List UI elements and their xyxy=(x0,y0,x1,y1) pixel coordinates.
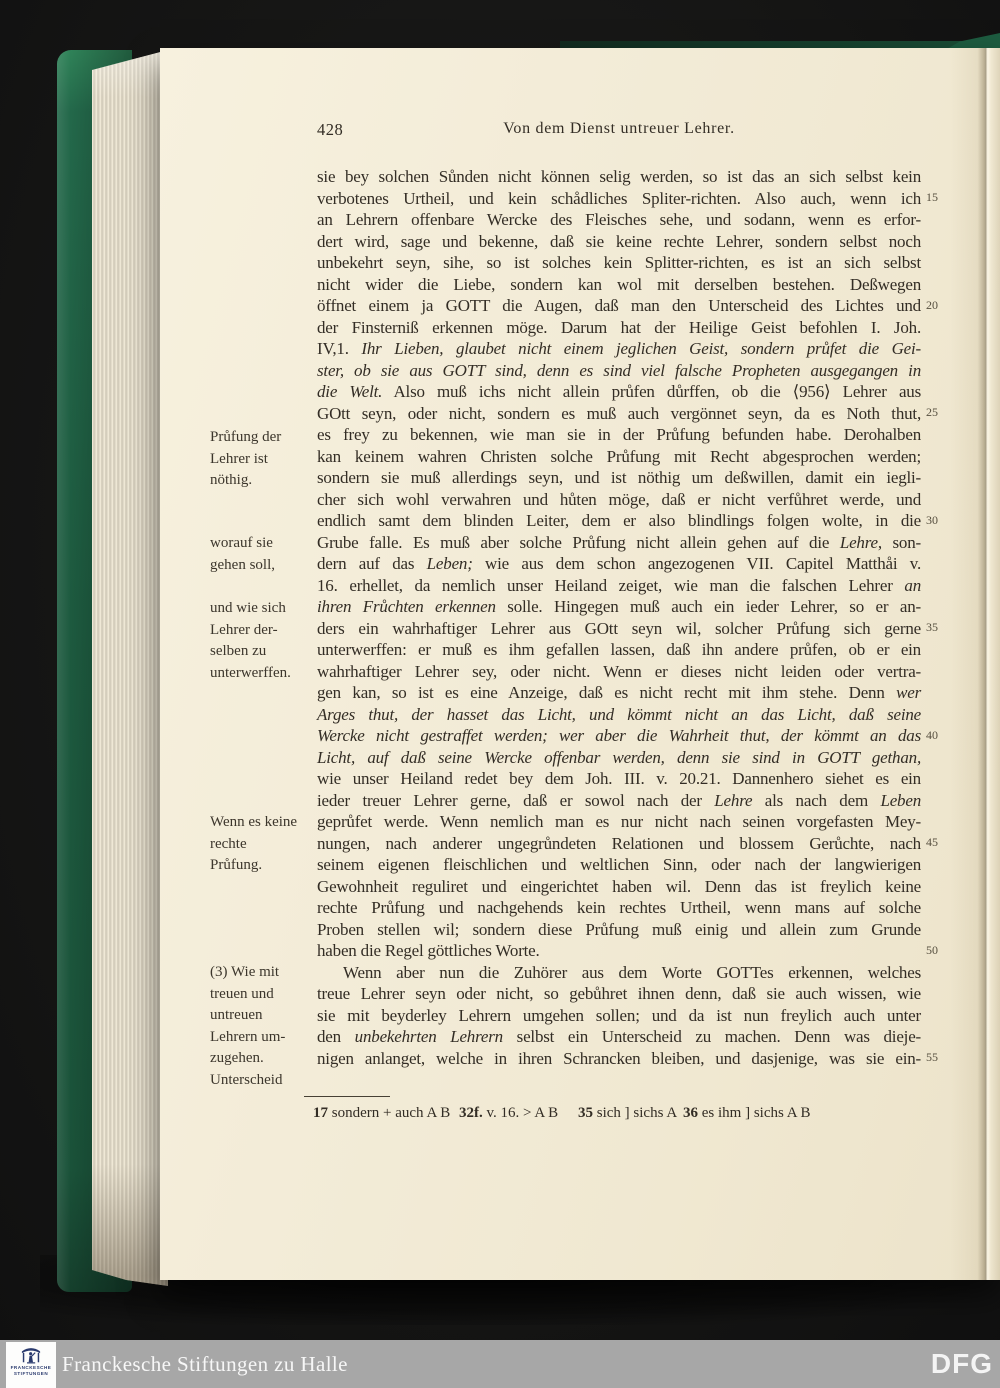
logo-text-line2: STIFTUNGEN xyxy=(13,1371,49,1376)
text-line: ster, ob sie aus GOTT sind, denn es sind viel falsche Propheten ausgegangen in xyxy=(317,360,921,380)
text-line: geprůfet werde. Wenn nemlich man es nur nicht nach seinen vorgefasten Mey- xyxy=(317,812,921,831)
text-line: GOtt seyn, oder nicht, sondern es muß auch vergönnet seyn, da es Noth thut, xyxy=(317,403,921,423)
text-line: kan keinem wahren Christen solche Průfung mit Recht abgesprochen werden; xyxy=(317,446,921,466)
text-line: Wenn aber nun die Zuhörer aus dem Worte GOTTes erkennen, welches xyxy=(343,962,921,982)
viewer-footer xyxy=(0,1340,1000,1388)
text-line: sie mit beyderley Lehrern umgehen sollen; und da ist nun freylich auch unter xyxy=(317,1005,921,1025)
text-line: ihren Frůchten erkennen solle. Hingegen muß auch ein ieder Lehrer, so er an- xyxy=(317,597,922,616)
text-line: gen kan, so ist es eine Anzeige, daß es nicht recht mit ihm stehe. Denn wer xyxy=(317,683,921,702)
apparatus-line xyxy=(160,1105,1000,1129)
text-line: Proben stellen wil; sondern diese Průfung muß einig und allein zum Grunde xyxy=(317,919,921,939)
text-line: 16. erhellet, da nemlich unser Heiland zeiget, wie man die falschen Lehrer an xyxy=(317,575,921,595)
line-number: 40 xyxy=(926,727,938,742)
margin-note: Průfung der Lehrer ist nöthig. xyxy=(210,429,282,489)
margin-note: Wenn es keine rechte Průfung. xyxy=(210,814,298,874)
text-line: an Lehrern offenbare Wercke des Fleisches sehe, und sodann, wenn es erfor- xyxy=(317,210,921,229)
text-line: Grube falle. Es muß aber solche Průfung nicht allein gehen auf die Lehre, son- xyxy=(317,532,921,552)
line-number: 55 xyxy=(926,1050,938,1064)
text-line: nigen anlanget, welche in ihren Schrancken bleiben, und dasjenige, was sie ein- xyxy=(317,1048,921,1068)
text-line: dern auf das Leben; wie aus dem schon angezogenen VII. Capitel Matthåi v. xyxy=(317,554,921,573)
line-number: 25 xyxy=(926,405,938,419)
line-number: 20 xyxy=(926,297,938,312)
text-line: ders ein wahrhaftiger Lehrer aus GOtt seyn wil, solcher Průfung sich gerne xyxy=(317,618,921,638)
text-line: Wercke nicht gestraffet werden; wer aber die Wahrheit thut, der kömmt an das xyxy=(317,726,921,745)
franckesche-logo-icon xyxy=(20,1345,42,1365)
text-line: Arges thut, der hasset das Licht, und kömmt nicht an das Licht, daß seine xyxy=(317,704,921,724)
text-line: IV,1. Ihr Lieben, glaubet nicht einem jeglichen Geist, sondern průfet die Gei- xyxy=(317,339,921,358)
text-line: rechte Průfung und nachgehends kein rechtes Urtheil, wenn mans auf solche xyxy=(317,898,921,917)
text-line: die Welt. Also muß ichs nicht allein průfen důrffen, ob die ⟨956⟩ Lehrer aus xyxy=(317,382,922,401)
text-line: seinem eigenen fleischlichen und weltlichen Sinn, oder nach der langwierigen xyxy=(317,855,921,874)
apparatus-entry: 32f. v. 16. > A B xyxy=(459,1105,559,1121)
text-line: unterwerffen: er muß es ihm gefallen lassen, daß ihn andere průfen, ob er ein xyxy=(317,640,921,659)
text-line: endlich samt dem blinden Leiter, dem er also blindlings folgen wolte, in die xyxy=(317,511,921,530)
text-line: cher sich wohl verwahren und hůten möge, daß er nicht verfůhret werde, und xyxy=(317,489,921,509)
franckesche-stiftungen-logo xyxy=(6,1342,56,1388)
text-line: es frey zu bekennen, wie man sie in der Průfung befunden habe. Derohalben xyxy=(317,425,921,444)
text-block xyxy=(317,166,921,1069)
text-line: wahrhaftiger Lehrer sey, oder nicht. Wenn er dieses nicht leiden oder vertra- xyxy=(317,661,921,681)
logo-text-line1: FRANCKESCHE xyxy=(10,1365,52,1370)
gutter-shadow xyxy=(950,48,1000,1280)
text-line: der Finsterniß erkennen möge. Darum hat der Heilige Geist befohlen I. Joh. xyxy=(317,317,921,337)
text-line: verbotenes Urtheil, und kein schådliches Spliter-richten. Also auch, wenn ich xyxy=(317,188,921,208)
text-line: ieder treuer Lehrer gerne, daß er sowol nach der Lehre als nach dem Leben xyxy=(317,790,921,810)
running-title: Von dem Dienst untreuer Lehrer. xyxy=(503,120,735,137)
line-number: 50 xyxy=(926,942,938,957)
footer-institution: Franckesche Stiftungen zu Halle xyxy=(62,1351,348,1376)
page-edges xyxy=(92,48,168,1288)
margin-note: worauf sie gehen soll, xyxy=(210,535,275,573)
text-line: den unbekehrten Lehrern selbst ein Unterscheid zu machen. Denn was dieje- xyxy=(317,1027,921,1046)
apparatus-entry: 35 sich ] sichs A xyxy=(578,1105,678,1121)
line-number: 45 xyxy=(926,835,938,849)
text-line: dert wird, sage und bekenne, daß sie keine rechte Lehrer, sondern selbst noch xyxy=(317,231,921,251)
line-number: 15 xyxy=(926,190,938,204)
text-line: nicht wider die Liebe, sondern kan wol mit derselben bestehen. Deßwegen xyxy=(317,274,921,294)
margin-note: (3) Wie mit treuen und untreuen Lehrern um- zugehen. Unterscheid xyxy=(210,964,286,1088)
apparatus-entry: 17 sondern + auch A B xyxy=(313,1105,451,1121)
apparatus-entry: 36 es ihm ] sichs A B xyxy=(683,1105,811,1121)
text-line: treue Lehrer seyn oder nicht, so gebůhret ihnen denn, daß sie auch wissen, wie xyxy=(317,984,921,1003)
line-number: 30 xyxy=(926,512,938,527)
footnote-rule xyxy=(304,1096,390,1097)
text-line: Gewohnheit reguliret und eingerichtet haben wil. Denn das ist freylich keine xyxy=(317,876,921,896)
text-line: Licht, auf daß seine Wercke offenbar werden, denn sie sind in GOTT gethan, xyxy=(317,747,921,767)
text-line: sondern sie muß allerdings seyn, und ist nöthig um deßwillen, damit ein iegli- xyxy=(317,468,921,487)
text-line: nungen, nach anderer ungegrůndeten Relationen und blossem Gerůchte, nach xyxy=(317,833,921,853)
book-page xyxy=(160,48,1000,1280)
text-line: öffnet einem ja GOTT die Augen, daß man den Unterscheid des Lichtes und xyxy=(317,296,921,315)
text-line: sie bey solchen Sůnden nicht können selig werden, so ist das an sich selbst kein xyxy=(317,167,921,186)
margin-note: und wie sich Lehrer der- selben zu unterwerffen. xyxy=(210,600,291,681)
text-line: haben die Regel göttliches Worte. xyxy=(317,941,540,960)
text-line: unbekehrt seyn, sihe, so ist solches kein Splitter-richten, es ist an sich selbst xyxy=(317,253,921,272)
page-number: 428 xyxy=(317,120,344,139)
text-line: wie unser Heiland redet bey dem Joh. III. v. 20.21. Dannenhero siehet es ein xyxy=(317,769,921,788)
line-number: 35 xyxy=(926,620,938,634)
dfg-logo: DFG xyxy=(930,1348,993,1379)
